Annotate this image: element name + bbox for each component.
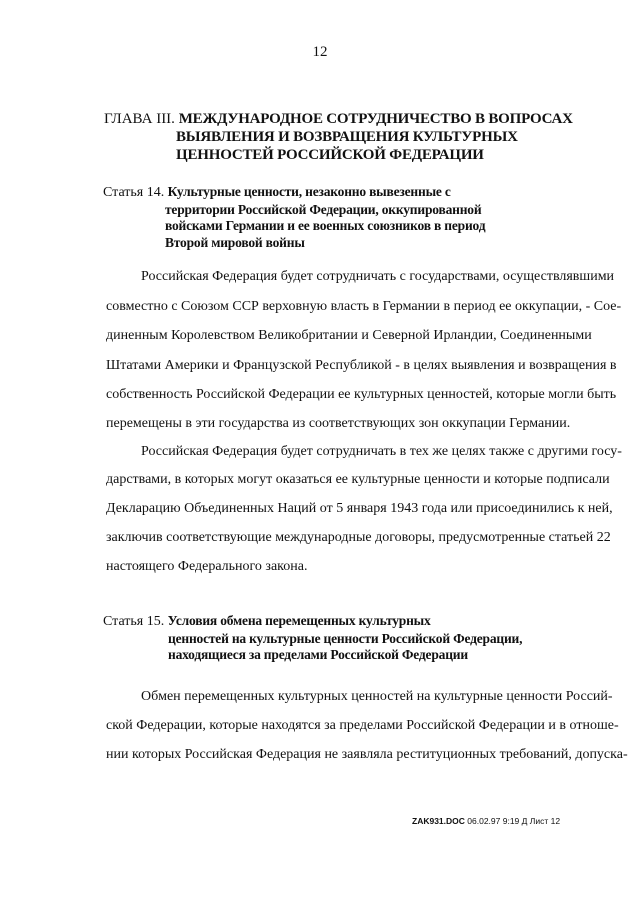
chapter-label: ГЛАВА III. [104, 111, 175, 127]
chapter-title-line: ЦЕННОСТЕЙ РОССИЙСКОЙ ФЕДЕРАЦИИ [176, 147, 484, 163]
footer-sheet: Лист 12 [529, 816, 561, 826]
paragraph-line: дарствами, в которых могут оказаться ее культурные ценности и которые подписали [106, 472, 610, 487]
article-14-title-line: территории Российской Федерации, оккупированной [165, 201, 482, 217]
paragraph-line: Штатами Америки и Французской Республикой - в целях выявления и возвращения в [106, 358, 617, 373]
paragraph-line: совместно с Союзом ССР верховную власть в Германии в период ее оккупации, - Сое- [106, 299, 622, 314]
chapter-title-line: ВЫЯВЛЕНИЯ И ВОЗВРАЩЕНИЯ КУЛЬТУРНЫХ [176, 129, 518, 145]
footer-datetime: 06.02.97 9:19 [467, 816, 520, 826]
paragraph-line: собственность Российской Федерации ее культурных ценностей, которые могли быть [106, 387, 617, 402]
article-14-heading [103, 184, 573, 251]
page-number: 12 [312, 44, 328, 60]
chapter-title-line: МЕЖДУНАРОДНОЕ СОТРУДНИЧЕСТВО В ВОПРОСАХ [178, 111, 573, 127]
article-15-title-line: находящиеся за пределами Российской Федерации [168, 647, 468, 662]
paragraph-line: диненным Королевством Великобритании и Северной Ирландии, Соединенными [106, 328, 592, 343]
document-footer [412, 816, 560, 826]
paragraph-line: Российская Федерация будет сотрудничать в тех же целях также с другими госу- [141, 444, 622, 459]
article-14-title-line: Культурные ценности, незаконно вывезенные с [167, 184, 451, 199]
paragraph-line: Российская Федерация будет сотрудничать с государствами, осуществлявшими [141, 269, 615, 284]
article-15-label: Статья 15. [103, 614, 165, 629]
footer-doc-name: ZAK931.DOC [412, 816, 465, 826]
chapter-heading [104, 110, 574, 164]
paragraph-line: Декларацию Объединенных Наций от 5 января 1943 года или присоединились к ней, [106, 501, 613, 516]
paragraph-line: Обмен перемещенных культурных ценностей на культурные ценности Россий- [141, 689, 613, 704]
article-15-heading [103, 613, 573, 664]
article-14-title-line: войсками Германии и ее военных союзников в период [165, 218, 486, 233]
article-14-title-line: Второй мировой войны [165, 234, 305, 250]
paragraph-line: заключив соответствующие международные договоры, предусмотренные статьей 22 [106, 530, 611, 545]
article-15-title-line: Условия обмена перемещенных культурных [167, 613, 431, 628]
article-15-title-line: ценностей на культурные ценности Российской Федерации, [168, 630, 523, 646]
footer-marker: Д [521, 816, 528, 826]
paragraph-line: перемещены в эти государства из соответствующих зон оккупации Германии. [106, 416, 571, 431]
paragraph-line: настоящего Федерального закона. [106, 559, 308, 574]
article-14-label: Статья 14. [103, 185, 165, 200]
paragraph-line: нии которых Российская Федерация не заявляла реституционных требований, допуска- [106, 747, 628, 762]
paragraph-line: ской Федерации, которые находятся за пределами Российской Федерации и в отноше- [106, 718, 619, 733]
